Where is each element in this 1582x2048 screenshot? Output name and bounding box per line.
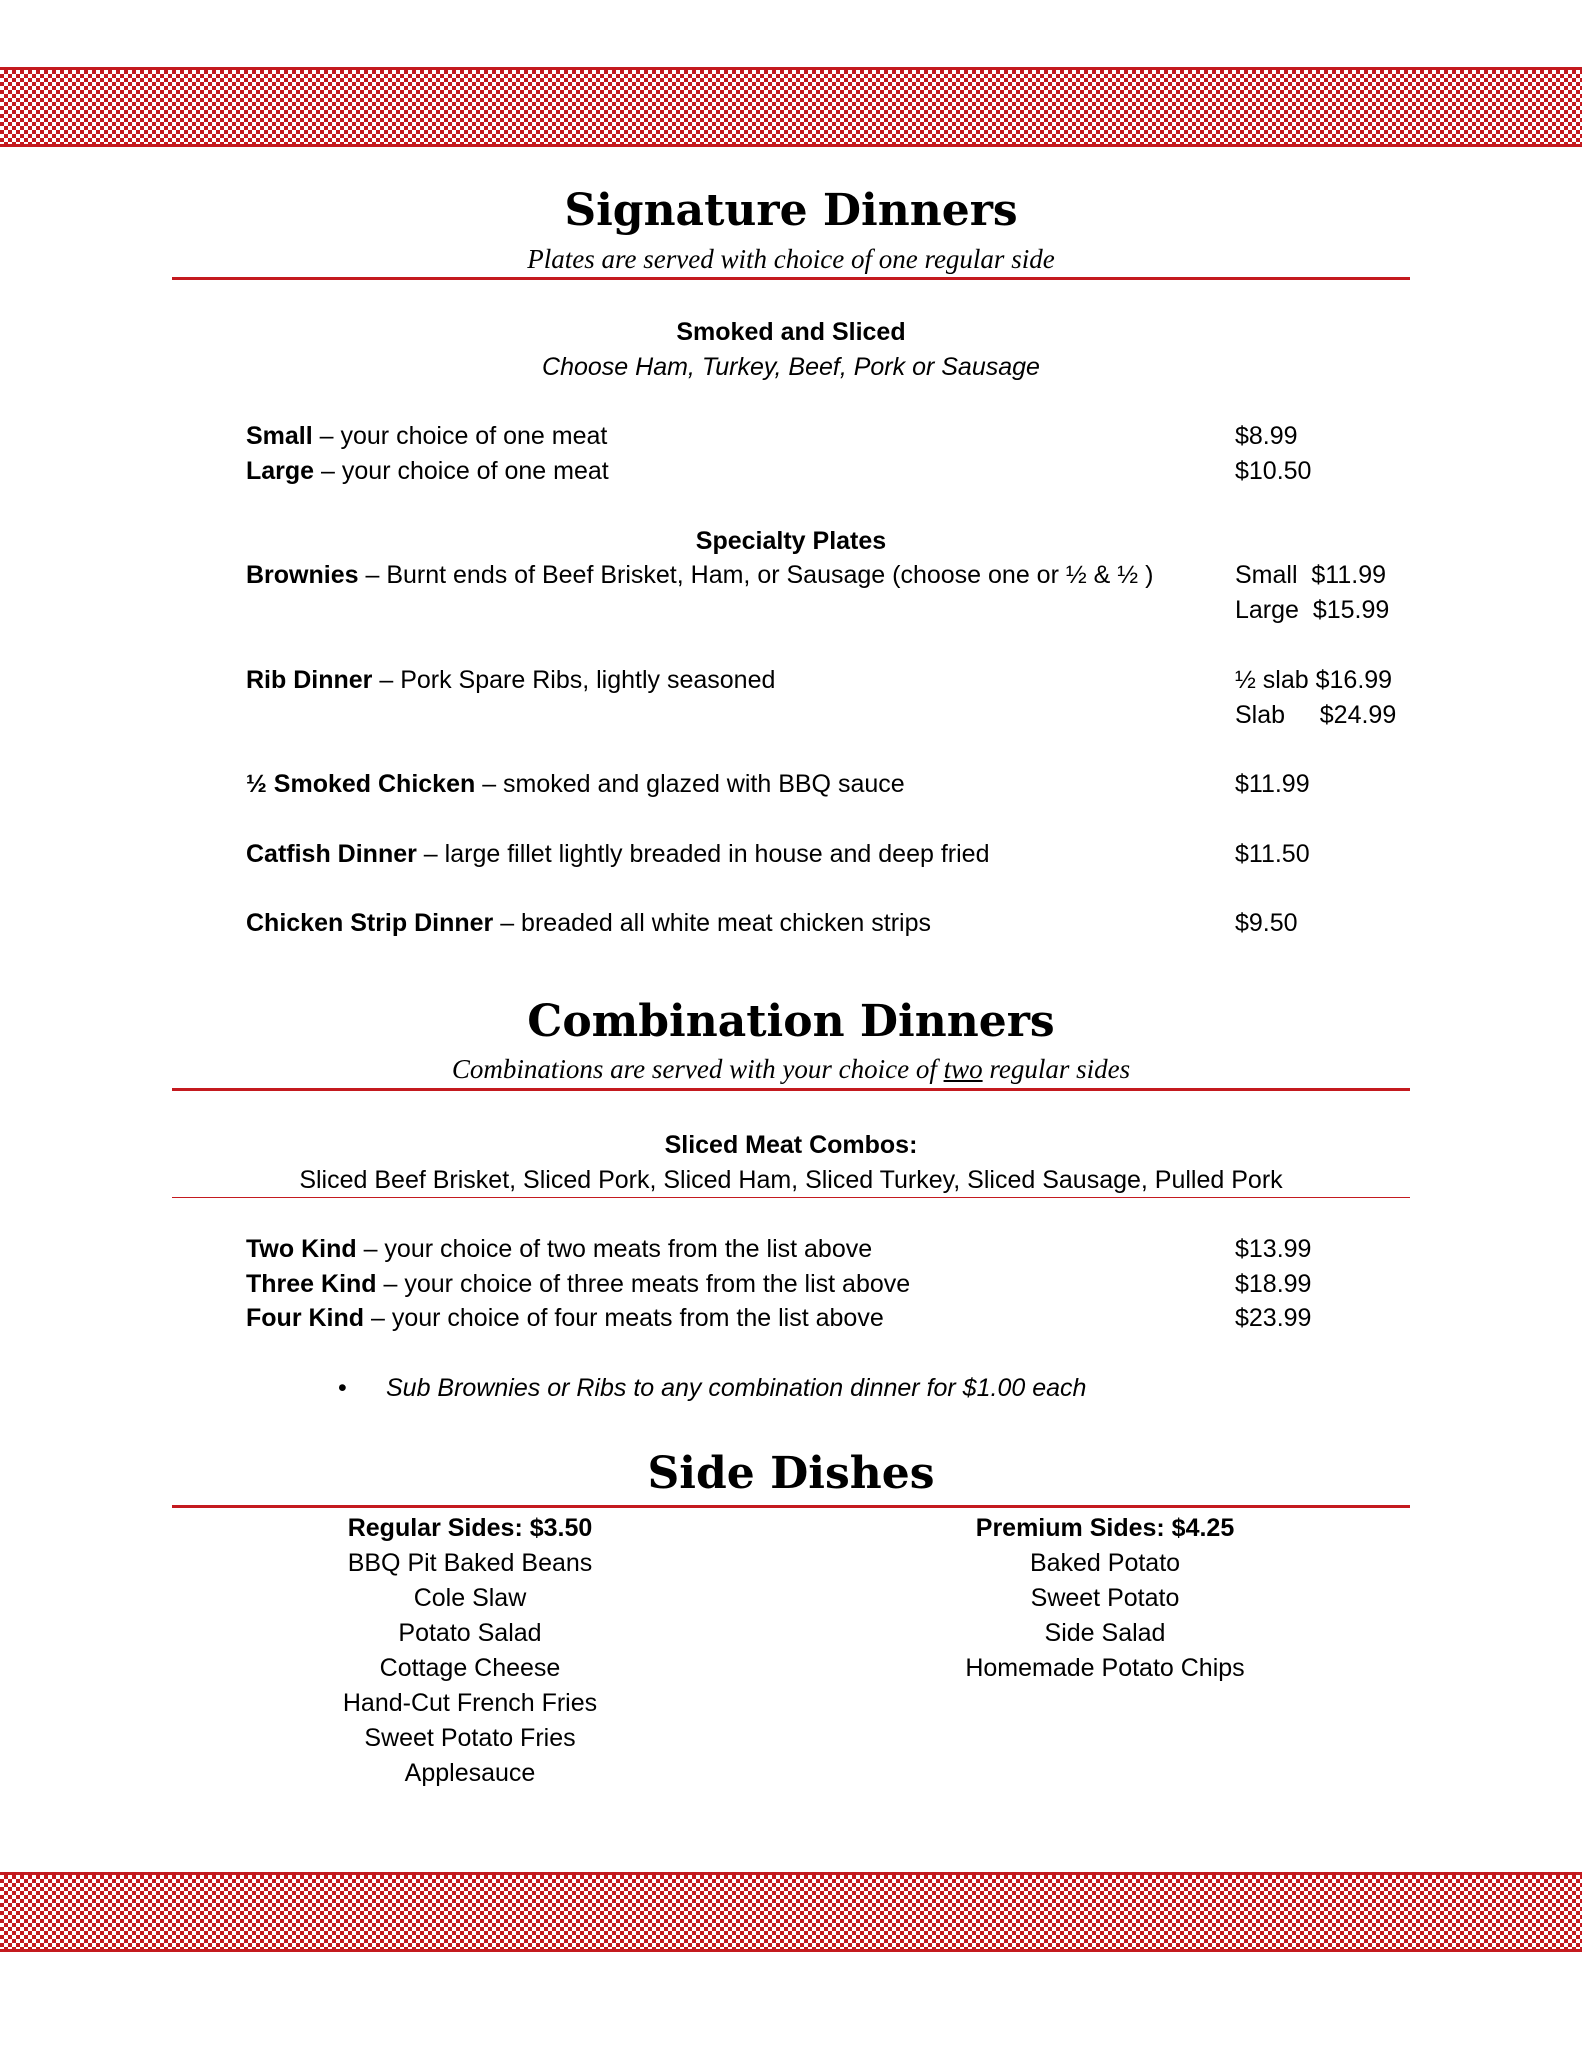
item-desc: – your choice of four meats from the list above [364, 1304, 884, 1332]
price-three-kind: $18.99 [1235, 1270, 1312, 1298]
price-four-kind: $23.99 [1235, 1304, 1312, 1332]
item-desc: – your choice of two meats from the list above [356, 1235, 873, 1263]
side-item: Sweet Potato [1030, 1584, 1180, 1612]
checkered-border-bottom [0, 1872, 1582, 1952]
price-rib-half: ½ slab $16.99 [1235, 666, 1393, 694]
price-catfish: $11.50 [1235, 840, 1310, 868]
price-rib-full: Slab $24.99 [1235, 701, 1397, 729]
side-item: Potato Salad [398, 1619, 542, 1647]
specialty-heading: Specialty Plates [695, 527, 887, 555]
signature-subtitle: Plates are served with choice of one regular side [527, 244, 1055, 274]
sides-title: Side Dishes [647, 1448, 935, 1499]
item-name: Catfish Dinner [246, 840, 417, 868]
combination-divider [172, 1088, 1410, 1091]
side-item: Baked Potato [1029, 1549, 1181, 1577]
item-desc: – smoked and glazed with BBQ sauce [475, 770, 905, 798]
price-large: $10.50 [1235, 457, 1312, 485]
item-desc: – your choice of one meat [314, 457, 609, 485]
menu-item-brownies [246, 561, 1153, 590]
combos-divider [172, 1197, 1410, 1198]
checkered-border-top [0, 67, 1582, 147]
menu-item-three-kind [246, 1270, 910, 1299]
side-item: Cole Slaw [413, 1584, 527, 1612]
item-name: Large [246, 457, 315, 485]
combination-subtitle: Combinations are served with your choice of two regular sides [451, 1054, 1131, 1084]
menu-item-rib-dinner [246, 666, 775, 695]
price-brownies-small: Small $11.99 [1235, 561, 1387, 589]
side-item: Homemade Potato Chips [965, 1654, 1245, 1682]
menu-item-chicken-strip [246, 909, 931, 938]
item-name: Four Kind [246, 1304, 365, 1332]
smoked-subheading: Choose Ham, Turkey, Beef, Pork or Sausage [542, 353, 1040, 381]
item-desc: – your choice of three meats from the list above [376, 1270, 911, 1298]
item-name: Small [246, 422, 313, 450]
item-desc: – your choice of one meat [312, 422, 608, 450]
menu-item-catfish [246, 840, 989, 869]
item-desc: – large fillet lightly breaded in house and deep fried [416, 840, 990, 868]
side-item: BBQ Pit Baked Beans [347, 1549, 593, 1577]
menu-item-four-kind [246, 1304, 884, 1333]
item-name: Two Kind [246, 1235, 357, 1263]
price-smoked-chicken: $11.99 [1235, 770, 1310, 798]
smoked-heading: Smoked and Sliced [676, 318, 906, 346]
side-item: Cottage Cheese [379, 1654, 561, 1682]
menu-item-two-kind [246, 1235, 872, 1264]
combos-meat-list: Sliced Beef Brisket, Sliced Pork, Sliced Ham, Sliced Turkey, Sliced Sausage, Pulled Pork [299, 1166, 1283, 1194]
price-brownies-large: Large $15.99 [1235, 596, 1390, 624]
item-name: Brownies [246, 561, 359, 589]
signature-divider [172, 277, 1410, 280]
price-small: $8.99 [1235, 422, 1298, 450]
premium-sides-column [905, 1511, 1305, 1686]
combination-title: Combination Dinners [527, 996, 1055, 1047]
price-chicken-strip: $9.50 [1235, 909, 1298, 937]
item-name: Three Kind [246, 1270, 377, 1298]
regular-sides-heading: Regular Sides: $3.50 [347, 1514, 593, 1542]
item-desc: – Burnt ends of Beef Brisket, Ham, or Sausage (choose one or ½ & ½ ) [358, 561, 1154, 589]
signature-title: Signature Dinners [564, 185, 1018, 236]
premium-sides-heading: Premium Sides: $4.25 [975, 1514, 1235, 1542]
premium-sides-list [905, 1546, 1305, 1686]
item-name: Chicken Strip Dinner [246, 909, 494, 937]
menu-item-smoked-chicken [246, 770, 905, 799]
menu-item-small [246, 422, 607, 451]
side-item: Hand-Cut French Fries [342, 1689, 598, 1717]
item-desc: – Pork Spare Ribs, lightly seasoned [372, 666, 776, 694]
menu-item-large [246, 457, 609, 486]
regular-sides-column [270, 1511, 670, 1791]
side-item: Side Salad [1044, 1619, 1166, 1647]
regular-sides-list [270, 1546, 670, 1791]
combos-heading: Sliced Meat Combos: [664, 1131, 918, 1159]
bullet-icon: • [338, 1374, 347, 1402]
item-name: ½ Smoked Chicken [246, 770, 476, 798]
sub-note: Sub Brownies or Ribs to any combination dinner for $1.00 each [386, 1374, 1087, 1402]
sides-divider [172, 1505, 1410, 1508]
item-name: Rib Dinner [246, 666, 373, 694]
emphasis-two: two [943, 1054, 983, 1084]
side-item: Applesauce [404, 1759, 536, 1787]
item-desc: – breaded all white meat chicken strips [493, 909, 931, 937]
price-two-kind: $13.99 [1235, 1235, 1312, 1263]
side-item: Sweet Potato Fries [364, 1724, 576, 1752]
